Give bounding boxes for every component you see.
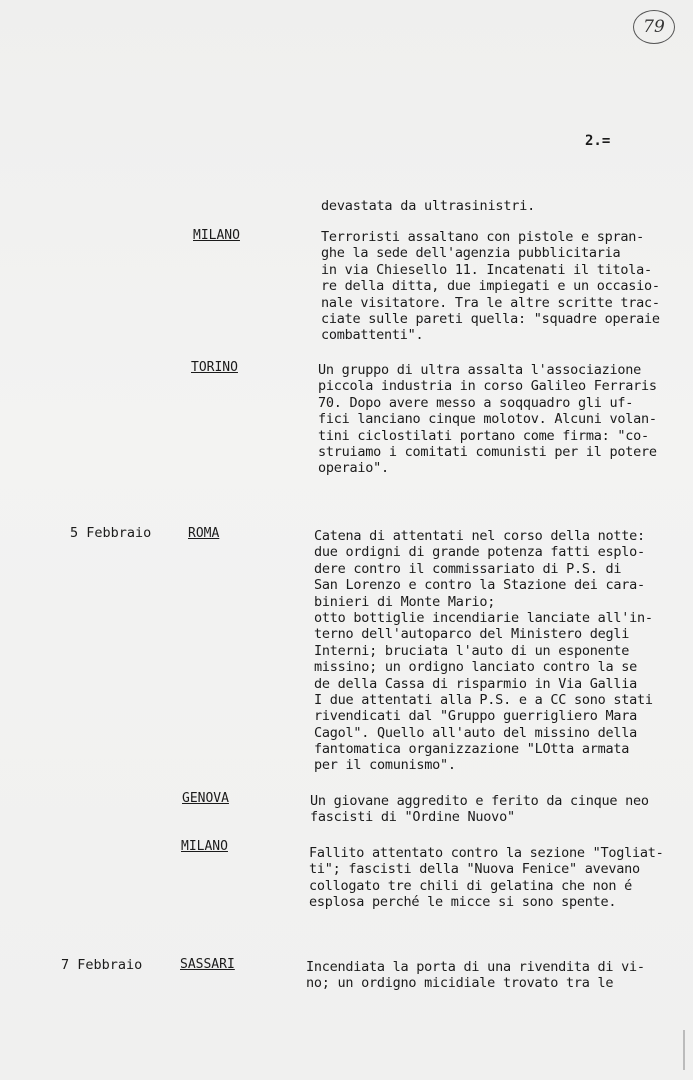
text-line: fascisti di "Ordine Nuovo": [310, 809, 515, 826]
city-label: ROMA: [188, 526, 220, 541]
text-line: binieri di Monte Mario;: [314, 593, 496, 610]
entry-text: [309, 845, 664, 911]
text-line: tini ciclostilati portano come firma: "co-: [318, 427, 649, 444]
text-line: missino; un ordigno lanciato contro la se: [314, 659, 637, 676]
text-line: ciate sulle pareti quella: "squadre operaie: [321, 310, 660, 327]
text-line: per il comunismo".: [314, 757, 456, 774]
text-line: in via Chiesello 11. Incatenati il titola-: [321, 261, 652, 278]
text-line: piccola industria in corso Galileo Ferraris: [318, 378, 657, 395]
text-line: no; un ordigno micidiale trovato tra le: [306, 975, 614, 992]
text-line: esplosa perché le micce si sono spente.: [309, 894, 617, 911]
city-label: GENOVA: [182, 791, 229, 806]
entry-text: [318, 362, 657, 477]
text-line: Un gruppo di ultra assalta l'associazione: [318, 362, 641, 378]
text-line: collogato tre chili di gelatina che non é: [309, 877, 632, 894]
text-line: 70. Dopo avere messo a soqquadro gli uf-: [318, 394, 634, 411]
text-line: Catena di attentati nel corso della notte:: [314, 528, 645, 544]
text-line: de della Cassa di risparmio in Via Gallia: [314, 675, 637, 692]
city-label: MILANO: [193, 228, 240, 243]
entry-text: [321, 229, 660, 344]
text-line: dere contro il commissariato di P.S. di: [314, 560, 622, 577]
entry-text: [306, 959, 645, 992]
text-line: nale visitatore. Tra le altre scritte trac-: [321, 294, 660, 311]
page-stamp: 79: [633, 10, 675, 44]
entry-text: [314, 528, 653, 774]
page-number: 2.=: [585, 133, 611, 149]
text-line: I due attentati alla P.S. e a CC sono stati: [314, 691, 653, 708]
text-line: otto bottiglie incendiarie lanciate all'in-: [314, 609, 653, 626]
continuation-text: devastata da ultrasinistri.: [321, 198, 536, 214]
city-label: MILANO: [181, 839, 228, 854]
text-line: Cagol". Quello all'auto del missino della: [314, 724, 637, 741]
text-line: terno dell'autoparco del Ministero degli: [314, 626, 630, 643]
text-line: Un giovane aggredito e ferito da cinque neo: [310, 793, 649, 809]
entry-date: 7 Febbraio: [61, 957, 143, 973]
entry-date: 5 Febbraio: [70, 525, 152, 541]
city-label: SASSARI: [180, 957, 235, 972]
text-line: Terroristi assaltano con pistole e spran-: [321, 229, 644, 245]
text-line: Incendiata la porta di una rivendita di vi-: [306, 959, 645, 975]
text-line: struiamo i comitati comunisti per il potere: [318, 443, 657, 460]
text-line: fantomatica organizzazione "LOtta armata: [314, 741, 630, 758]
city-label: TORINO: [191, 360, 238, 375]
text-line: Fallito attentato contro la sezione "Togliat-: [309, 845, 664, 861]
text-line: ti"; fascisti della "Nuova Fenice" avevano: [309, 861, 640, 878]
text-line: ghe la sede dell'agenzia pubblicitaria: [321, 245, 621, 262]
text-line: combattenti".: [321, 327, 424, 344]
text-line: San Lorenzo e contro la Stazione dei cara-: [314, 577, 645, 594]
margin-mark: [683, 1030, 685, 1070]
text-line: rivendicati dal "Gruppo guerrigliero Mara: [314, 708, 637, 725]
text-line: Interni; bruciata l'auto di un esponente: [314, 642, 630, 659]
text-line: due ordigni di grande potenza fatti esplo-: [314, 544, 645, 561]
text-line: operaio".: [318, 460, 389, 477]
text-line: fici lanciano cinque molotov. Alcuni volan-: [318, 411, 657, 428]
entry-text: [310, 793, 649, 826]
text-line: re della ditta, due impiegati e un occasio-: [321, 278, 660, 295]
